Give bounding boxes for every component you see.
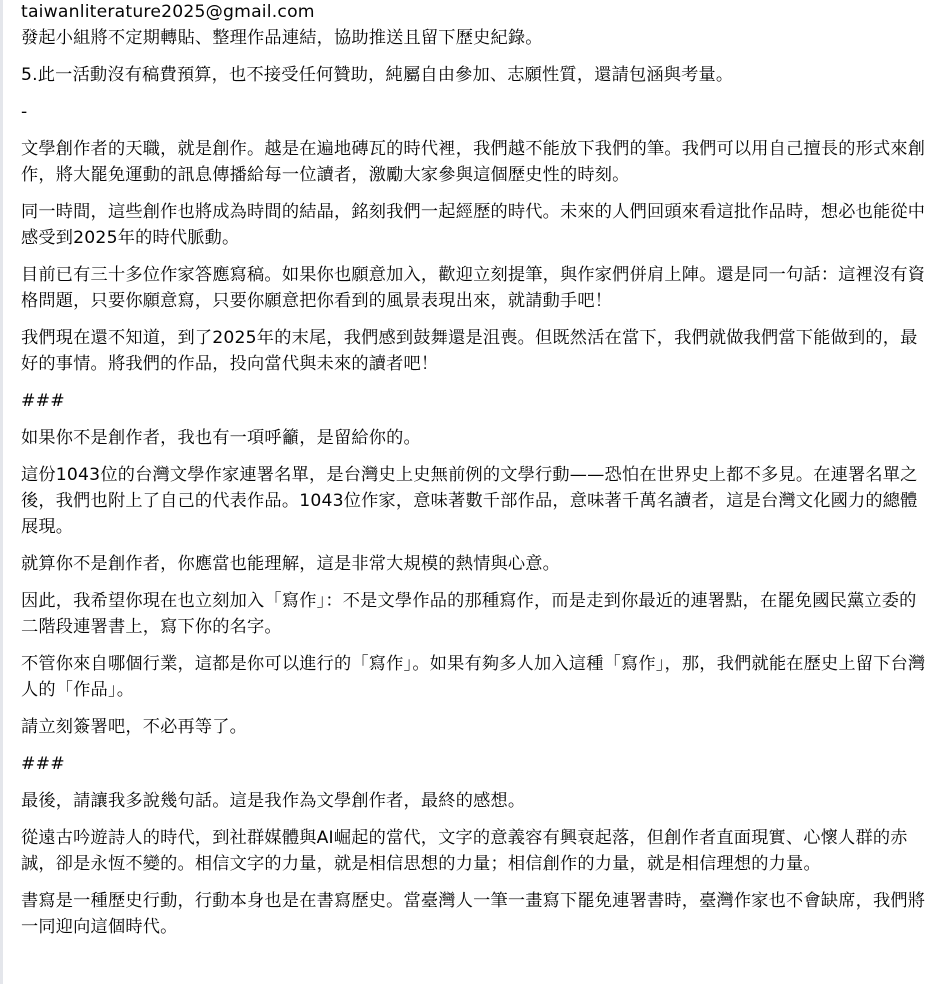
paragraph: 因此，我希望你現在也立刻加入「寫作」：不是文學作品的那種寫作，而是走到你最近的連署點，在罷免國民黨立委的二階段連署書上，寫下你的名字。 (21, 591, 917, 637)
paragraph: 文學創作者的天職，就是創作。越是在遍地磚瓦的時代裡，我們越不能放下我們的筆。我們可以用自己擅長的形式來創作，將大罷免運動的訊息傳播給每一位讀者，激勵大家參與這個歷史性的時刻。 (21, 139, 926, 185)
paragraph: 如果你不是創作者，我也有一項呼籲，是留給你的。 (21, 428, 421, 448)
left-border (0, 0, 3, 984)
paragraph: 同一時間，這些創作也將成為時間的結晶，銘刻我們一起經歷的時代。未來的人們回頭來看這批作品時，想必也能從中感受到2025年的時代脈動。 (21, 202, 926, 248)
paragraph: 不管你來自哪個行業，這都是你可以進行的「寫作」。如果有夠多人加入這種「寫作」，那，我們就能在歷史上留下台灣人的「作品」。 (21, 654, 926, 700)
paragraph: 請立刻簽署吧，不必再等了。 (21, 717, 248, 737)
paragraph: 這份1043位的台灣文學作家連署名單，是台灣史上史無前例的文學行動——恐怕在世界史上都不多見。在連署名單之後，我們也附上了自己的代表作品。1043位作家，意味著數千部作品，意味著千萬名讀者，這是台灣文化國力的總體展現。 (21, 465, 918, 537)
paragraph: 我們現在還不知道，到了2025年的末尾，我們感到鼓舞還是沮喪。但既然活在當下，我們就做我們當下能做到的，最好的事情。將我們的作品，投向當代與未來的讀者吧！ (21, 328, 918, 374)
section-divider: ### (21, 754, 65, 774)
paragraph: 目前已有三十多位作家答應寫稿。如果你也願意加入，歡迎立刻提筆，與作家們併肩上陣。還是同一句話：這裡沒有資格問題，只要你願意寫，只要你願意把你看到的風景表現出來，就請動手吧！ (21, 265, 926, 311)
paragraph: 從遠古吟遊詩人的時代，到社群媒體與AI崛起的當代，文字的意義容有興衰起落，但創作者直面現實、心懷人群的赤誠，卻是永恆不變的。相信文字的力量，就是相信思想的力量；相信創作的力量，就是相信理想的力量。 (21, 828, 908, 874)
contact-email[interactable]: taiwanliterature2025@gmail.com (21, 2, 315, 22)
paragraph: 最後，請讓我多說幾句話。這是我作為文學創作者，最終的感想。 (21, 791, 526, 811)
paragraph: 書寫是一種歷史行動，行動本身也是在書寫歷史。當臺灣人一筆一畫寫下罷免連署書時，臺灣作家也不會缺席，我們將一同迎向這個時代。 (21, 891, 926, 937)
post-body (21, 0, 926, 951)
paragraph: 5.此一活動沒有稿費預算，也不接受任何贊助，純屬自由參加、志願性質，還請包涵與考量。 (21, 65, 734, 85)
separator-dash: - (21, 102, 28, 122)
paragraph: 就算你不是創作者，你應當也能理解，這是非常大規模的熱情與心意。 (21, 554, 561, 574)
paragraph: 發起小組將不定期轉貼、整理作品連結，協助推送且留下歷史紀錄。 (21, 28, 543, 48)
section-divider: ### (21, 391, 65, 411)
